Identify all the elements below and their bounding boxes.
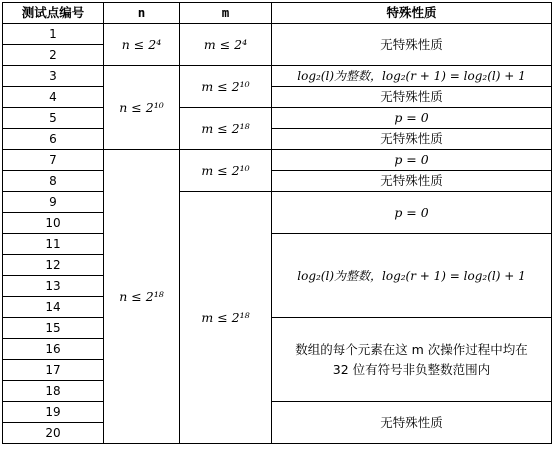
row-id: 1	[3, 24, 104, 45]
table-row	[3, 150, 552, 171]
property-cell: 无特殊性质	[272, 129, 552, 150]
property-line: 32 位有符号非负整数范围内	[332, 361, 491, 377]
table-row	[3, 66, 552, 87]
n-constraint: n ≤ 2¹⁸	[104, 150, 180, 444]
property-cell: 无特殊性质	[272, 87, 552, 108]
row-id: 16	[3, 339, 104, 360]
row-id: 19	[3, 402, 104, 423]
row-id: 5	[3, 108, 104, 129]
n-constraint: n ≤ 2¹⁰	[104, 66, 180, 150]
header-m: m	[180, 3, 272, 24]
header-property: 特殊性质	[272, 3, 552, 24]
table-row	[3, 318, 552, 339]
property-line: 数组的每个元素在这 m 次操作过程中均在	[295, 341, 528, 357]
table-row	[3, 402, 552, 423]
table-wrapper	[2, 2, 552, 444]
row-id: 9	[3, 192, 104, 213]
n-constraint: n ≤ 2⁴	[104, 24, 180, 66]
row-id: 15	[3, 318, 104, 339]
m-constraint: m ≤ 2¹⁸	[180, 192, 272, 444]
property-cell: p = 0	[272, 108, 552, 129]
table-row	[3, 129, 552, 150]
m-constraint: m ≤ 2¹⁸	[180, 108, 272, 150]
test-data-table	[2, 2, 552, 444]
property-cell: p = 0	[272, 192, 552, 234]
row-id: 12	[3, 255, 104, 276]
row-id: 13	[3, 276, 104, 297]
property-cell: 无特殊性质	[272, 171, 552, 192]
table-row	[3, 192, 552, 213]
table-row	[3, 234, 552, 255]
property-cell: p = 0	[272, 150, 552, 171]
property-cell	[272, 318, 552, 402]
m-constraint: m ≤ 2¹⁰	[180, 66, 272, 108]
header-test-point: 测试点编号	[3, 3, 104, 24]
row-id: 3	[3, 66, 104, 87]
row-id: 10	[3, 213, 104, 234]
row-id: 2	[3, 45, 104, 66]
row-id: 14	[3, 297, 104, 318]
table-row	[3, 108, 552, 129]
row-id: 20	[3, 423, 104, 444]
row-id: 11	[3, 234, 104, 255]
table-row	[3, 24, 552, 45]
row-id: 6	[3, 129, 104, 150]
table-row	[3, 171, 552, 192]
row-id: 7	[3, 150, 104, 171]
table-row	[3, 87, 552, 108]
row-id: 4	[3, 87, 104, 108]
header-n: n	[104, 3, 180, 24]
row-id: 18	[3, 381, 104, 402]
m-constraint: m ≤ 2¹⁰	[180, 150, 272, 192]
property-cell: log₂(l)为整数，log₂(r + 1) = log₂(l) + 1	[272, 234, 552, 318]
property-cell: 无特殊性质	[272, 24, 552, 66]
property-cell: log₂(l)为整数，log₂(r + 1) = log₂(l) + 1	[272, 66, 552, 87]
m-constraint: m ≤ 2⁴	[180, 24, 272, 66]
row-id: 8	[3, 171, 104, 192]
row-id: 17	[3, 360, 104, 381]
property-cell: 无特殊性质	[272, 402, 552, 444]
header-row	[3, 3, 552, 24]
